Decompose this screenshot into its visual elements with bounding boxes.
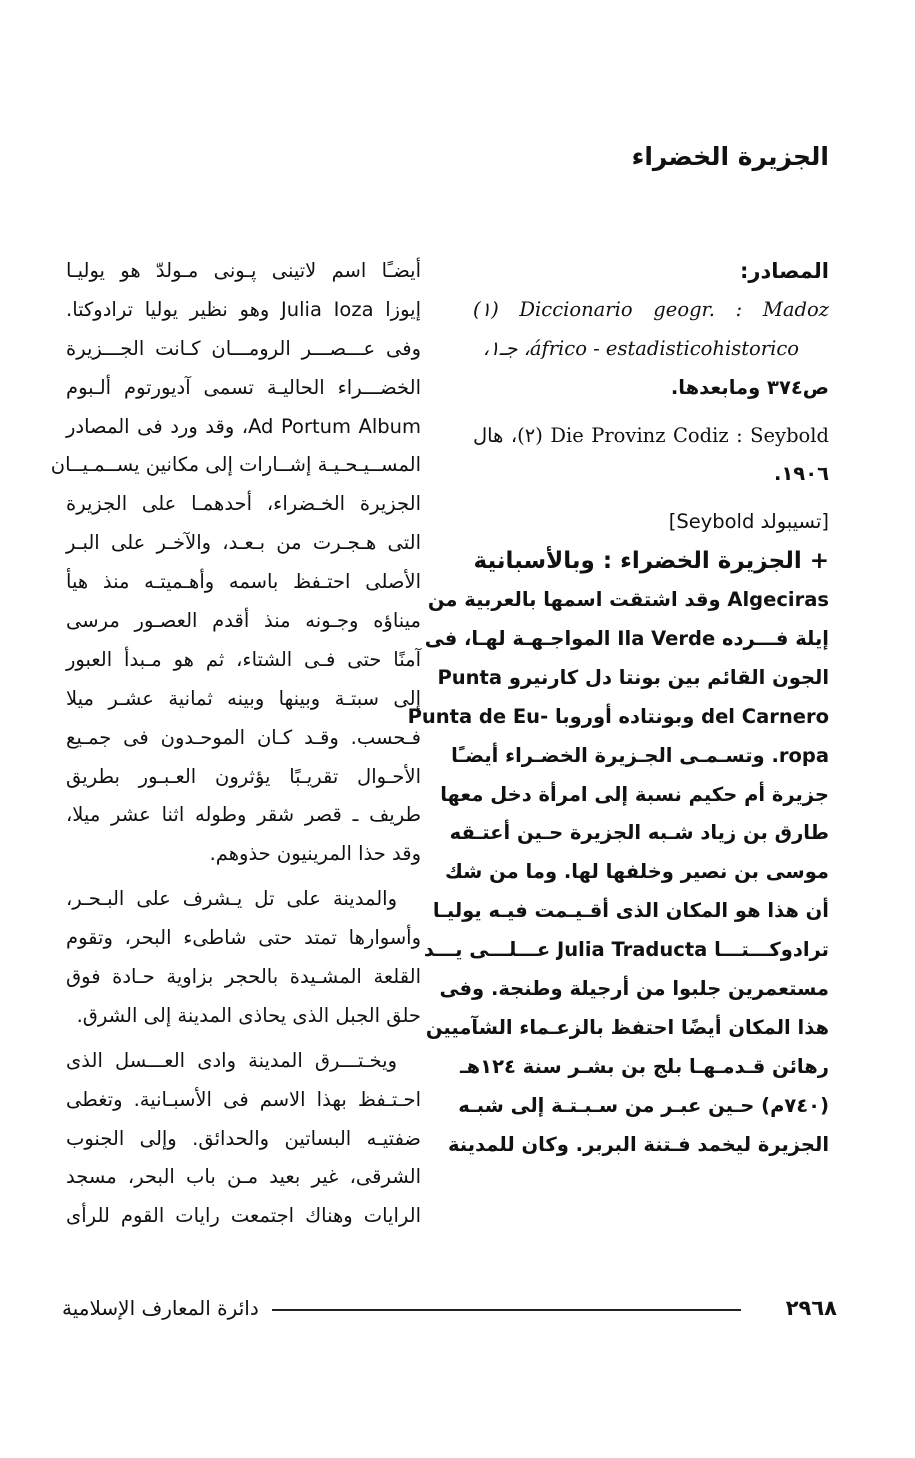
footer-rule bbox=[272, 1309, 741, 1311]
source-1-line-1: Diccionario geogr. : Madoz (١) bbox=[473, 297, 829, 321]
body-line: طارق بن زياد شـبه الجزيرة حـين أعتـقه bbox=[449, 821, 829, 845]
body-line: احـتـفظ بهذا الاسم فى الأسبـانية. وتغطى bbox=[66, 1087, 421, 1111]
body-line: وقد حذا المرينيون حذوهم. bbox=[209, 842, 421, 866]
right-column bbox=[407, 252, 830, 1164]
body-line: آمنًا حتى فـى الشتاء، ثم هو مـبدأ العبور bbox=[66, 647, 421, 671]
article-author: [تسيبولد Seybold] bbox=[668, 510, 829, 534]
body-line: أيضـًا اسم لاتينى پـونى مـولدّ هو يوليـا bbox=[66, 259, 421, 282]
body-line: الشرقى، غير بعيد مـن باب البحر، مسجد bbox=[66, 1165, 421, 1189]
source-1-line-2: áfrico - estadisticohistorico، جـ١، bbox=[482, 336, 799, 360]
body-line: القلعة المشـيدة بالحجر بزاوية حـادة فوق bbox=[66, 965, 421, 989]
body-line: ترادوكـــتـــا Julia Traducta عـــلـــى يـــد bbox=[423, 938, 829, 962]
footer-title: دائرة المعارف الإسلامية bbox=[62, 1296, 259, 1320]
body-line: طريف ـ قصر شقر وطوله اثنا عشر ميلا، bbox=[66, 803, 421, 827]
body-line: هذا المكان أيضًا احتفظ بالزعـماء الشآميين bbox=[425, 1015, 829, 1039]
body-line: الخضـــراء الحاليـة تسمى آديورتوم ألـبوم bbox=[66, 375, 421, 399]
body-line: إيلة فـــرده Ila Verde المواجـهـة لهـا، فى bbox=[424, 627, 829, 651]
body-line: Algeciras وقد اشتقت اسمها بالعربية من bbox=[427, 588, 829, 612]
body-line: والمدينة على تل يـشرف على البـحـر، bbox=[66, 887, 397, 911]
body-line: حلق الجبل الذى يحاذى المدينة إلى الشرق. bbox=[76, 1003, 421, 1027]
body-line: فـحسب. وقـد كـان الموحـدون فى جمـيع bbox=[66, 725, 421, 749]
entry-title: + الجزيرة الخضراء : وبالأسبانية bbox=[473, 548, 829, 575]
body-line: موسى بن نصير وخلفها لها. وما من شك bbox=[445, 860, 829, 884]
body-line: الرايات وهناك اجتمعت رايات القوم للرأى bbox=[66, 1204, 421, 1228]
source-2-line-2: ١٩٠٦. bbox=[773, 462, 829, 486]
running-head: الجزيرة الخضراء bbox=[631, 142, 829, 171]
body-line: وفى عـــصـــر الرومـــان كـانت الجـــزيرة bbox=[66, 336, 421, 360]
body-line: الأصلى احتـفظ باسمه وأهـميتـه منذ هيأ bbox=[66, 570, 421, 594]
body-line: الجزيرة الخـضراء، أحدهمـا على الجزيرة bbox=[66, 492, 421, 516]
left-column bbox=[50, 252, 422, 1236]
body-line: جزيرة أم حكيم نسبة إلى امرأة دخل معها bbox=[440, 782, 829, 806]
body-line: مستعمرين جلبوا من أرجيلة وطنجة. وفى bbox=[439, 977, 829, 1001]
body-line: (٧٤٠م) حـين عبـر من سـبـتـة إلى شبـه bbox=[458, 1093, 829, 1117]
page-footer bbox=[62, 1290, 837, 1330]
page-number: ٢٩٦٨ bbox=[785, 1296, 837, 1320]
body-line: إلى سبتـة وبينها وبينه ثمانية عشـر ميلا bbox=[66, 686, 421, 710]
sources-heading: المصادر: bbox=[739, 259, 829, 283]
body-line: Ad Portum Album، وقد ورد فى المصادر bbox=[66, 414, 421, 438]
body-line: وأسوارها تمتد حتى شاطىء البحر، وتقوم bbox=[66, 926, 421, 950]
body-line: التى هـجـرت من بـعـد، والآخـر على البـر bbox=[66, 531, 421, 555]
body-line: الجزيرة ليخمد فـتنة البربر. وكان للمدينة bbox=[447, 1132, 829, 1156]
body-line: المســيـحـيـة إشــارات إلى مكانين يســمـيــان bbox=[50, 453, 421, 477]
body-line: ميناؤه وجـونه منذ أقدم العصـور مرسى bbox=[66, 609, 421, 633]
body-line: رهائن قـدمـهـا بلج بن بشـر سنة ١٢٤هـ bbox=[459, 1054, 829, 1078]
source-1-line-3: ص٣٧٤ ومابعدها. bbox=[670, 375, 829, 399]
body-line: إيوزا Julia Ioza وهو نظير يوليا ترادوكتا. bbox=[66, 297, 422, 321]
body-line: ropa. وتسـمـى الجـزيرة الخضـراء أيضـًا bbox=[451, 743, 829, 767]
body-line: الجون القائم بين بونتا دل كارنيرو Punta bbox=[437, 665, 829, 689]
body-line: ضفتيـه البساتين والحدائق. وإلى الجنوب bbox=[66, 1126, 421, 1150]
body-line: الأحـوال تقريـبًا يؤثرون العـبـور بطريق bbox=[66, 764, 421, 788]
source-2-line-1: Die Provinz Codiz : Seybold (٢)، هال bbox=[473, 423, 830, 447]
body-line: del Carnero وبونتاده أوروبا -Punta de Eu bbox=[407, 704, 829, 728]
body-line: ويخـتـــرق المدينة وادى العـــسل الذى bbox=[66, 1048, 397, 1072]
body-line: أن هذا هو المكان الذى أقـيـمت فيـه يوليـا bbox=[432, 899, 829, 923]
